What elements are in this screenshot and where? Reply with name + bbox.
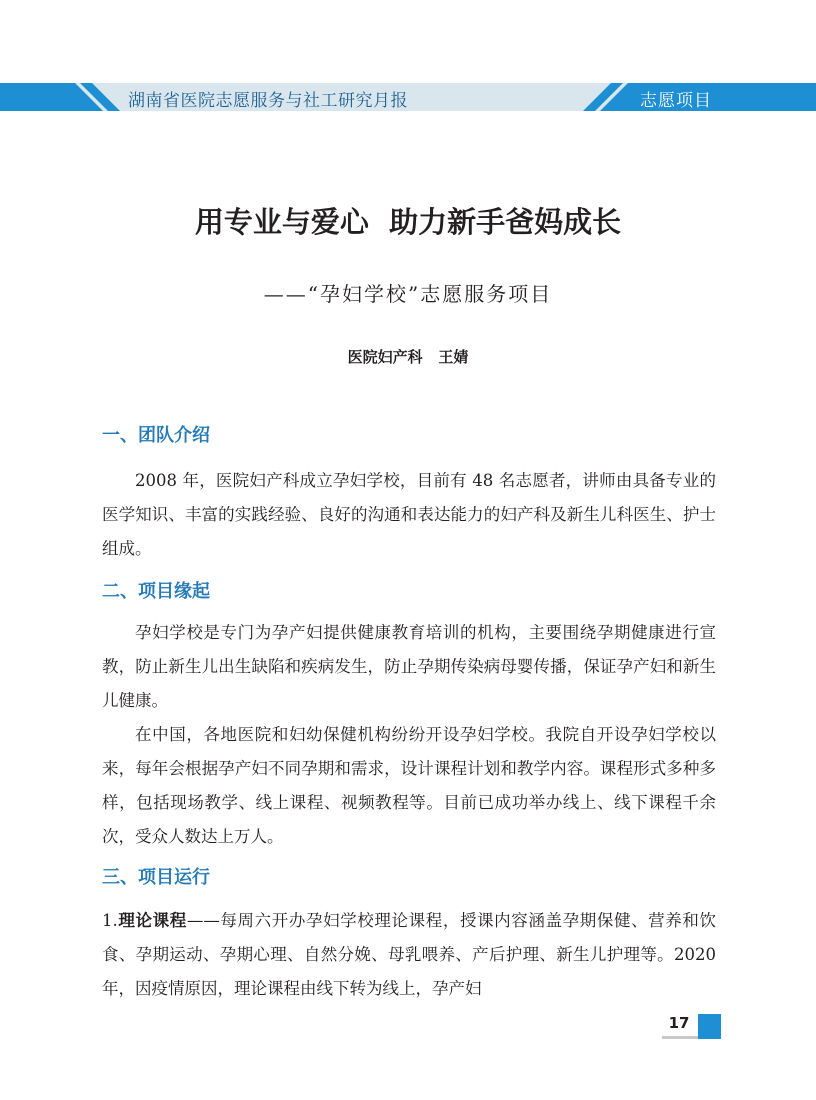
journal-title: 湖南省医院志愿服务与社工研究月报 (128, 91, 408, 111)
item-lead: 理论课程 (117, 911, 187, 930)
section-label: 志愿项目 (640, 91, 712, 111)
item-text: ——每周六开办孕妇学校理论课程，授课内容涵盖孕期保健、营养和饮食、孕期运动、孕期心理、自然分娩、母乳喂养、产后护理、新生儿护理等。2020 年，因疫情原因，理论课程由线下转为线上，孕产妇 (102, 911, 717, 998)
paragraph-origin-1: 孕妇学校是专门为孕产妇提供健康教育培训的机构，主要围绕孕期健康进行宣教，防止新生儿出生缺陷和疾病发生，防止孕期传染病母婴传播，保证孕产妇和新生儿健康。 (102, 623, 716, 710)
item-number: 1. (102, 911, 118, 930)
page-number: 17 (668, 1014, 690, 1032)
paragraph-team-intro: 2008 年，医院妇产科成立孕妇学校，目前有 48 名志愿者，讲师由具备专业的医学知识、丰富的实践经验、良好的沟通和表达能力的妇产科及新生儿科医生、护士组成。 (102, 471, 716, 558)
section-heading-team: 一、团队介绍 (102, 425, 210, 446)
page-number-underline (662, 1036, 698, 1039)
article-subtitle: ——“孕妇学校”志愿服务项目 (263, 282, 553, 306)
article-title: 用专业与爱心 助力新手爸妈成长 (194, 205, 622, 239)
page-header (0, 0, 816, 120)
section-heading-operation: 三、项目运行 (102, 867, 210, 888)
paragraph-theory-course (102, 904, 716, 1006)
page-accent-block (698, 1014, 721, 1039)
article-byline: 医院妇产科 王婧 (347, 348, 469, 366)
paragraph-origin-2: 在中国，各地医院和妇幼保健机构纷纷开设孕妇学校。我院自开设孕妇学校以来，每年会根据孕产妇不同孕期和需求，设计课程计划和教学内容。课程形式多种多样，包括现场教学、线上课程、视频教程等。目前已成功举办线上、线下课程千余次，受众人数达上万人。 (102, 725, 716, 846)
section-heading-origin: 二、项目缘起 (102, 581, 210, 602)
article-body (102, 420, 716, 1006)
